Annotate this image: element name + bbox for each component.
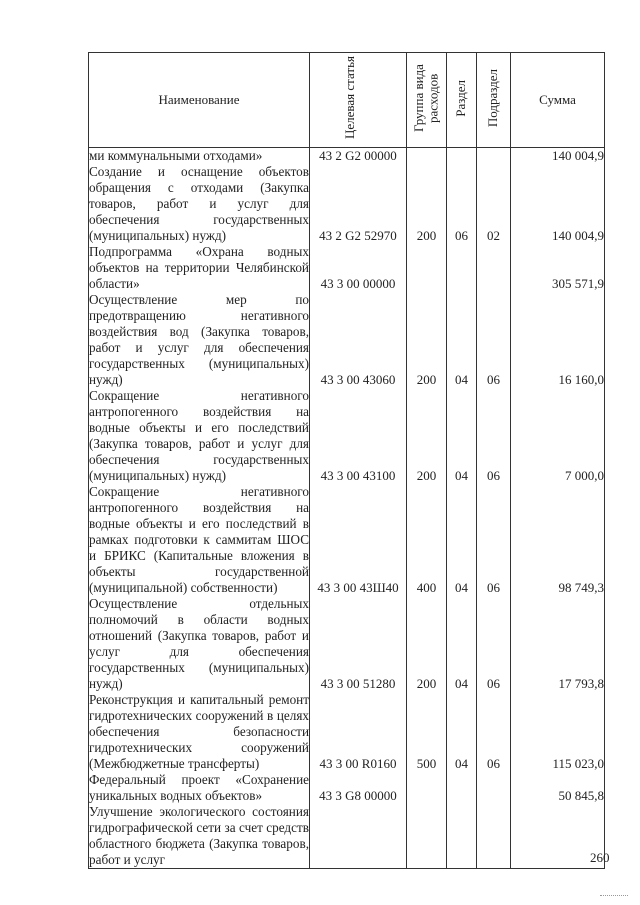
cell-target: 43 2 G2 52970	[310, 164, 407, 244]
cell-name: Подпрограмма «Охрана водных объектов на территории Челябинской области»	[89, 244, 309, 291]
table-row	[89, 484, 605, 596]
cell-section: 04	[447, 596, 477, 692]
table-row	[89, 244, 605, 292]
cell-target	[310, 804, 407, 869]
cell-name: Улучшение экологического состояния гидрографической сети за счет средств областного бюджета (Закупка товаров, работ и услуг	[89, 804, 309, 867]
cell-group: 200	[407, 164, 447, 244]
cell-name: Федеральный проект «Сохранение уникальных водных объектов»	[89, 772, 309, 803]
cell-target: 43 3 G8 00000	[310, 772, 407, 804]
cell-section: 04	[447, 692, 477, 772]
cell-sum: 17 793,8	[511, 596, 605, 692]
cell-sum: 305 571,9	[511, 244, 605, 292]
cell-sum: 98 749,3	[511, 484, 605, 596]
cell-group	[407, 804, 447, 869]
cell-name: Осуществление мер по предотвращению негативного воздействия вод (Закупка товаров, работ и услуг для обеспечения государственных (муниципальных) нужд)	[89, 292, 309, 387]
cell-section: 04	[447, 388, 477, 484]
cell-name: Создание и оснащение объектов обращения с отходами (Закупка товаров, работ и услуг для обеспечения государственных (муниципальных) нужд)	[89, 164, 309, 243]
cell-group	[407, 244, 447, 292]
cell-sum: 50 845,8	[511, 772, 605, 804]
cell-section: 06	[447, 164, 477, 244]
cell-group: 200	[407, 292, 447, 388]
cell-name: ми коммунальными отходами»	[89, 148, 310, 165]
cell-name: Сокращение негативного антропогенного воздействия на водные объекты и его последствий в рамках подготовки к саммитам ШОС и БРИКС (Капитальные вложения в объекты государственной (муниципальной) собственности)	[89, 484, 309, 595]
header-group: Группа вида расходов	[407, 53, 447, 148]
cell-subsection	[477, 244, 511, 292]
cell-subsection: 06	[477, 692, 511, 772]
page-number: 260	[590, 850, 610, 865]
cell-target: 43 3 00 00000	[310, 244, 407, 292]
cell-target: 43 3 00 43Ш40	[310, 484, 407, 596]
scan-artifact	[600, 895, 628, 897]
table-header-row	[89, 53, 605, 148]
cell-target: 43 3 00 43100	[310, 388, 407, 484]
cell-subsection: 06	[477, 388, 511, 484]
cell-group: 400	[407, 484, 447, 596]
cell-name: Сокращение негативного антропогенного воздействия на водные объекты и его последствий (Закупка товаров, работ и услуг для обеспечения государственных (муниципальных) нужд)	[89, 388, 309, 483]
header-target: Целевая статья	[310, 53, 407, 148]
table-row	[89, 148, 605, 165]
table-row	[89, 164, 605, 244]
cell-group: 200	[407, 388, 447, 484]
cell-sum: 16 160,0	[511, 292, 605, 388]
table-row	[89, 596, 605, 692]
table-row	[89, 692, 605, 772]
cell-subsection: 06	[477, 596, 511, 692]
cell-section: 04	[447, 484, 477, 596]
table-row	[89, 772, 605, 804]
cell-subsection	[477, 148, 511, 165]
cell-target: 43 2 G2 00000	[310, 148, 407, 165]
table-row	[89, 804, 605, 869]
cell-target: 43 3 00 R0160	[310, 692, 407, 772]
budget-table	[88, 52, 605, 869]
cell-subsection: 06	[477, 484, 511, 596]
header-section: Раздел	[447, 53, 477, 148]
cell-group	[407, 148, 447, 165]
cell-name: Реконструкция и капитальный ремонт гидротехнических сооружений в целях обеспечения безопасности гидротехнических сооружений (Межбюджетные трансферты)	[89, 692, 309, 771]
cell-group: 500	[407, 692, 447, 772]
cell-section	[447, 244, 477, 292]
cell-sum: 115 023,0	[511, 692, 605, 772]
cell-sum: 140 004,9	[511, 164, 605, 244]
header-sum: Сумма	[511, 53, 605, 148]
header-subsection: Подраздел	[477, 53, 511, 148]
header-name: Наименование	[89, 53, 310, 148]
cell-name: Осуществление отдельных полномочий в области водных отношений (Закупка товаров, работ и услуг для обеспечения государственных (муниципальных) нужд)	[89, 596, 309, 691]
table-row	[89, 388, 605, 484]
cell-subsection	[477, 772, 511, 804]
cell-section	[447, 148, 477, 165]
cell-group	[407, 772, 447, 804]
cell-subsection: 02	[477, 164, 511, 244]
cell-sum: 7 000,0	[511, 388, 605, 484]
cell-subsection	[477, 804, 511, 869]
cell-target: 43 3 00 51280	[310, 596, 407, 692]
cell-section: 04	[447, 292, 477, 388]
cell-target: 43 3 00 43060	[310, 292, 407, 388]
cell-section	[447, 804, 477, 869]
cell-group: 200	[407, 596, 447, 692]
cell-sum: 140 004,9	[511, 148, 605, 165]
cell-subsection: 06	[477, 292, 511, 388]
cell-section	[447, 772, 477, 804]
table-row	[89, 292, 605, 388]
